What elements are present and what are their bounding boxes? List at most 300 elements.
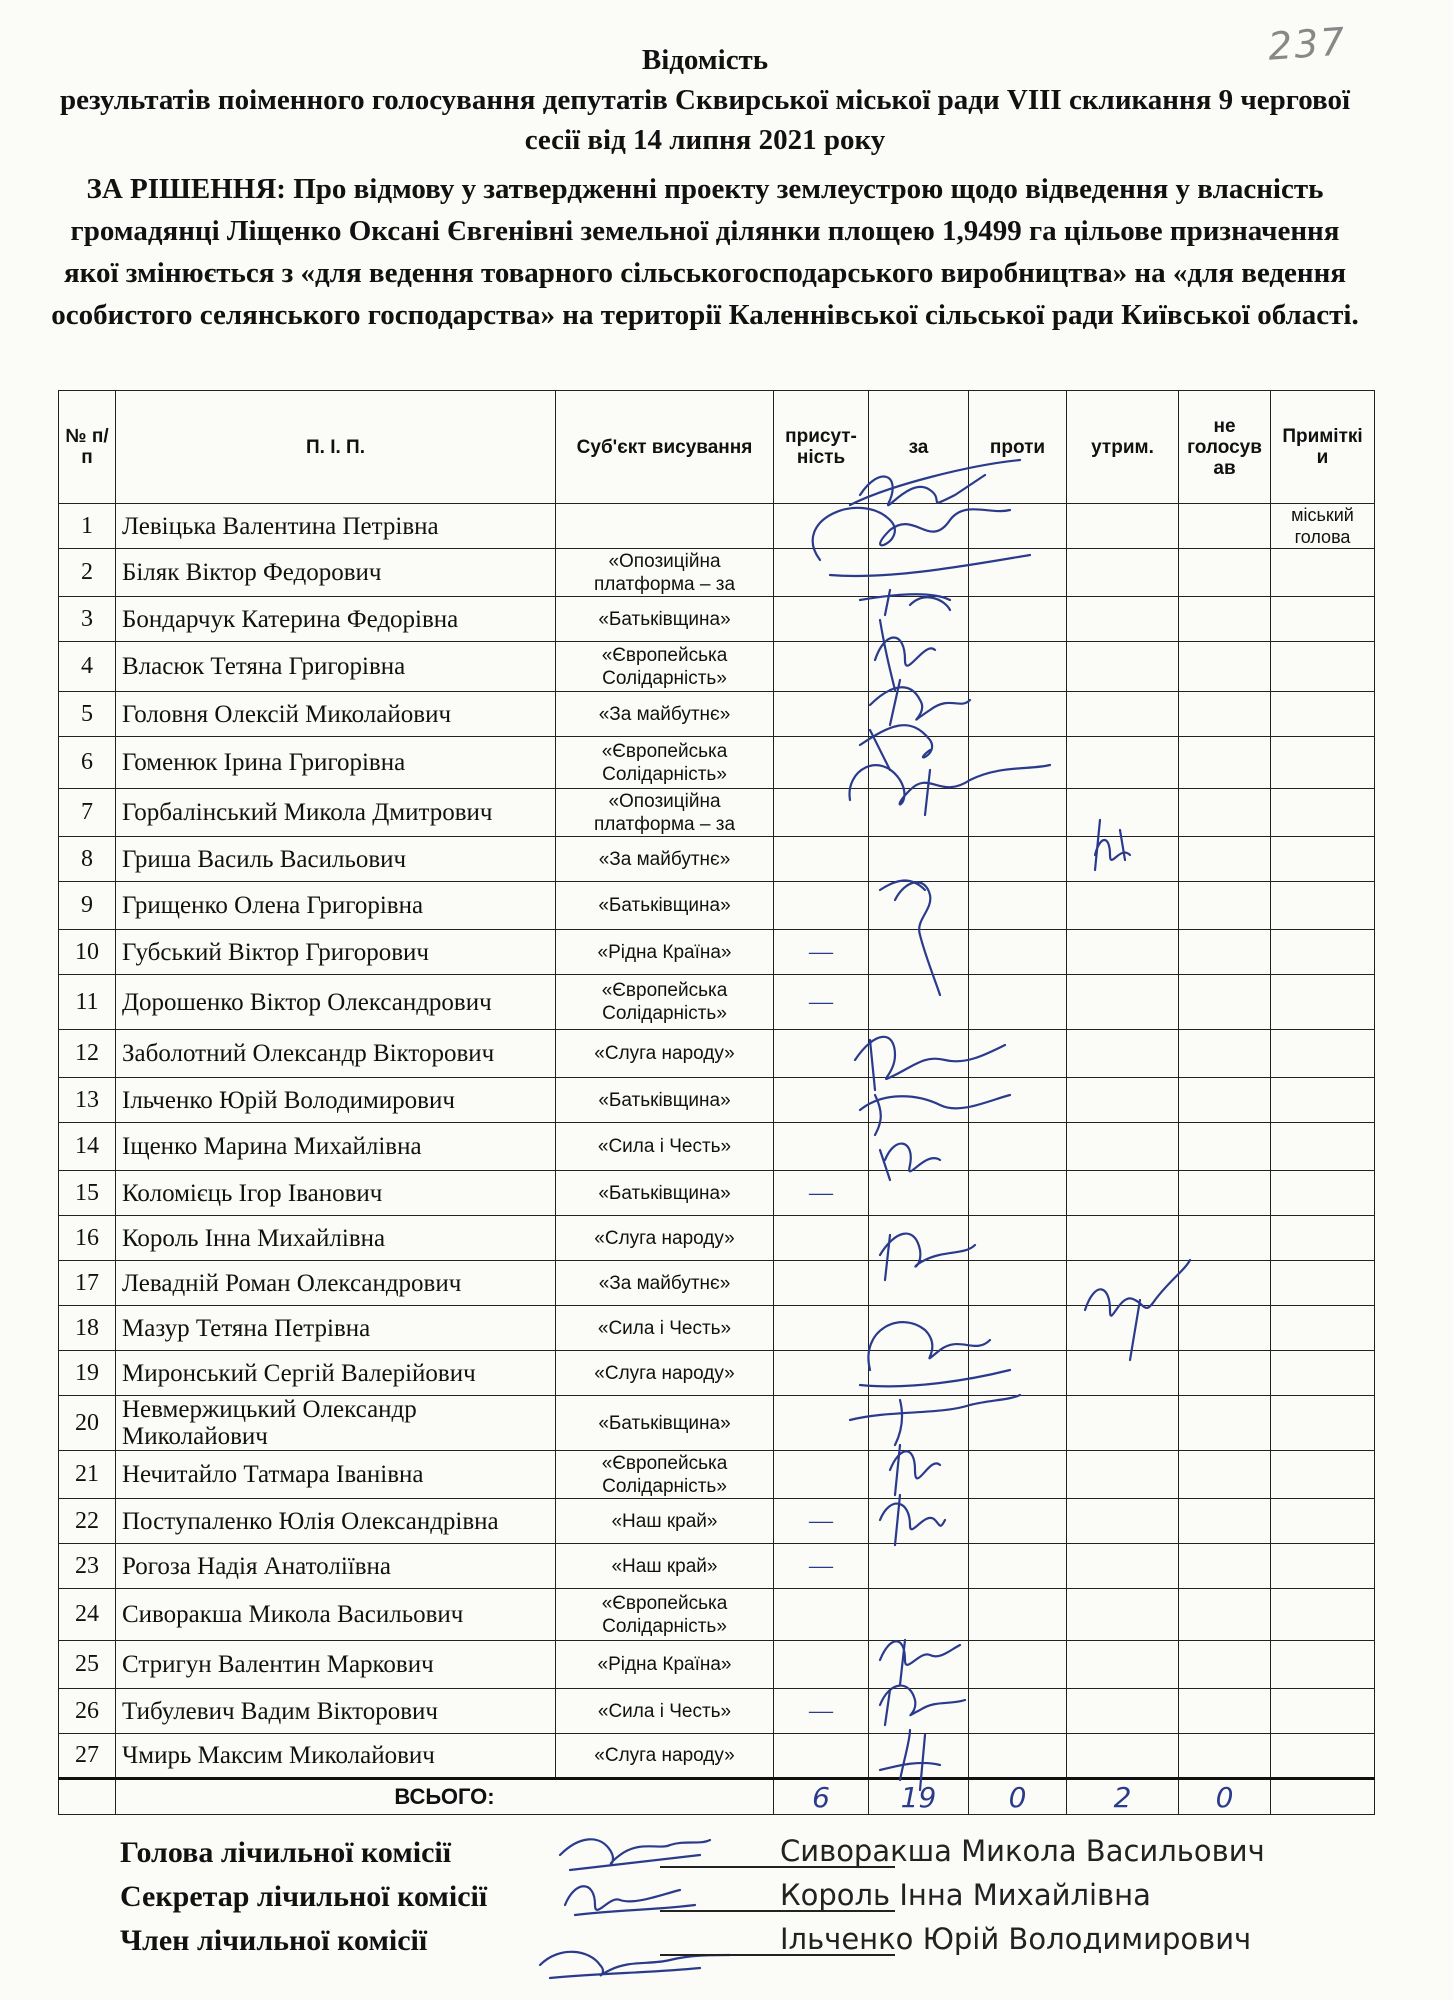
vote-abstain-cell [1067, 1451, 1179, 1499]
not-voted-cell [1179, 930, 1271, 975]
row-num: 8 [59, 837, 116, 882]
presence-mark [774, 837, 869, 882]
vote-abstain-cell [1067, 1734, 1179, 1779]
note-cell [1271, 1544, 1375, 1589]
table-row [59, 1123, 1375, 1171]
vote-against-cell [969, 1499, 1067, 1544]
nominating-party: «Європейська Солідарність» [556, 975, 774, 1030]
nominating-party: «Батьківщина» [556, 1078, 774, 1123]
deputy-name: Іщенко Марина Михайлівна [116, 1123, 556, 1171]
deputy-name: Гриша Василь Васильович [116, 837, 556, 882]
note-cell [1271, 882, 1375, 930]
table-row [59, 1589, 1375, 1641]
nominating-party: «Наш край» [556, 1544, 774, 1589]
vote-against-cell [969, 1451, 1067, 1499]
row-num: 27 [59, 1734, 116, 1779]
nominating-party: «За майбутнє» [556, 837, 774, 882]
row-num: 25 [59, 1641, 116, 1689]
table-row [59, 504, 1375, 549]
vote-abstain-cell [1067, 504, 1179, 549]
row-num: 21 [59, 1451, 116, 1499]
nominating-party: «Батьківщина» [556, 1396, 774, 1451]
nominating-party: «Слуга народу» [556, 1216, 774, 1261]
deputy-name: Грищенко Олена Григорівна [116, 882, 556, 930]
deputy-name: Чмирь Максим Миколайович [116, 1734, 556, 1779]
note-cell [1271, 642, 1375, 692]
deputy-name: Гоменюк Ірина Григорівна [116, 737, 556, 789]
note-cell [1271, 1216, 1375, 1261]
row-num: 26 [59, 1689, 116, 1734]
total-presence: 6 [774, 1779, 869, 1815]
not-voted-cell [1179, 1544, 1271, 1589]
presence-mark [774, 737, 869, 789]
vote-abstain-cell [1067, 1396, 1179, 1451]
row-num: 16 [59, 1216, 116, 1261]
deputy-name: Миронський Сергій Валерійович [116, 1351, 556, 1396]
deputy-name: Бондарчук Катерина Федорівна [116, 597, 556, 642]
nominating-party: «Рідна Країна» [556, 1641, 774, 1689]
vote-abstain-cell [1067, 1078, 1179, 1123]
vote-for-cell [869, 692, 969, 737]
nominating-party: «Європейська Солідарність» [556, 1451, 774, 1499]
vote-abstain-cell [1067, 1261, 1179, 1306]
row-num: 20 [59, 1396, 116, 1451]
vote-against-cell [969, 737, 1067, 789]
note-cell [1271, 1306, 1375, 1351]
vote-for-cell [869, 1589, 969, 1641]
row-num: 13 [59, 1078, 116, 1123]
vote-for-cell [869, 1544, 969, 1589]
not-voted-cell [1179, 504, 1271, 549]
not-voted-cell [1179, 975, 1271, 1030]
not-voted-cell [1179, 1499, 1271, 1544]
row-num: 19 [59, 1351, 116, 1396]
presence-mark [774, 692, 869, 737]
vote-for-cell [869, 1261, 969, 1306]
vote-abstain-cell [1067, 692, 1179, 737]
vote-abstain-cell [1067, 1216, 1179, 1261]
footer-role: Голова лічильної комісії [120, 1836, 452, 1869]
col-not-voted-header: не голосув ав [1179, 391, 1271, 504]
presence-mark [774, 504, 869, 549]
row-num: 18 [59, 1306, 116, 1351]
vote-against-cell [969, 1123, 1067, 1171]
deputy-name: Поступаленко Юлія Олександрівна [116, 1499, 556, 1544]
document-header [40, 40, 1370, 336]
nominating-party: «Європейська Солідарність» [556, 1589, 774, 1641]
vote-abstain-cell [1067, 549, 1179, 597]
col-num-header: № п/п [59, 391, 116, 504]
vote-abstain-cell [1067, 930, 1179, 975]
total-for: 19 [869, 1779, 969, 1815]
row-num: 11 [59, 975, 116, 1030]
note-cell [1271, 1030, 1375, 1078]
vote-against-cell [969, 1689, 1067, 1734]
footer-name: Ільченко Юрій Володимирович [780, 1922, 1252, 1956]
not-voted-cell [1179, 1216, 1271, 1261]
note-cell [1271, 837, 1375, 882]
note-cell [1271, 1641, 1375, 1689]
nominating-party [556, 504, 774, 549]
presence-mark [774, 1396, 869, 1451]
note-cell [1271, 1689, 1375, 1734]
table-row [59, 837, 1375, 882]
presence-mark: — [774, 1544, 869, 1589]
row-num: 1 [59, 504, 116, 549]
nominating-party: «Наш край» [556, 1499, 774, 1544]
vote-for-cell [869, 549, 969, 597]
vote-for-cell [869, 1171, 969, 1216]
presence-mark [774, 1261, 869, 1306]
note-cell: міський голова [1271, 504, 1375, 549]
table-row [59, 1351, 1375, 1396]
note-cell [1271, 1261, 1375, 1306]
not-voted-cell [1179, 1451, 1271, 1499]
nominating-party: «Опозиційна платформа – за [556, 549, 774, 597]
deputy-name: Головня Олексій Миколайович [116, 692, 556, 737]
note-cell [1271, 789, 1375, 837]
presence-mark [774, 642, 869, 692]
presence-mark [774, 1451, 869, 1499]
presence-mark [774, 789, 869, 837]
presence-mark: — [774, 975, 869, 1030]
vote-abstain-cell [1067, 1030, 1179, 1078]
not-voted-cell [1179, 1641, 1271, 1689]
vote-abstain-cell [1067, 642, 1179, 692]
vote-against-cell [969, 1544, 1067, 1589]
decision-text: ЗА РІШЕННЯ: Про відмову у затвердженні проекту землеустрою щодо відведення у власність громадянці Ліщенко Оксані Євгенівні земельної ділянки площею 1,9499 га цільове призначення якої змінюється з «для ведення товарного сільськогосподарського виробництва» на «для ведення особистого селянського господарства» на території Каленнівської сільської ради Київської області. [51, 173, 1359, 331]
total-row [59, 1779, 1375, 1815]
vote-against-cell [969, 1396, 1067, 1451]
vote-for-cell [869, 1123, 969, 1171]
row-num: 15 [59, 1171, 116, 1216]
row-num: 7 [59, 789, 116, 837]
vote-for-cell [869, 837, 969, 882]
vote-against-cell [969, 930, 1067, 975]
vote-against-cell [969, 597, 1067, 642]
not-voted-cell [1179, 1078, 1271, 1123]
vote-abstain-cell [1067, 1499, 1179, 1544]
note-cell [1271, 1171, 1375, 1216]
table-row [59, 1499, 1375, 1544]
table-row [59, 882, 1375, 930]
not-voted-cell [1179, 549, 1271, 597]
nominating-party: «Батьківщина» [556, 882, 774, 930]
table-row [59, 1216, 1375, 1261]
total-notes [1271, 1779, 1375, 1815]
row-num: 4 [59, 642, 116, 692]
vote-abstain-cell [1067, 1589, 1179, 1641]
commission-signatures [120, 1832, 1360, 1964]
col-subject-header: Суб'єкт висування [556, 391, 774, 504]
table-row [59, 549, 1375, 597]
row-num: 10 [59, 930, 116, 975]
vote-for-cell [869, 1306, 969, 1351]
table-row [59, 1306, 1375, 1351]
col-presence-header: присут-ність [774, 391, 869, 504]
deputy-name: Біляк Віктор Федорович [116, 549, 556, 597]
presence-mark [774, 1216, 869, 1261]
note-cell [1271, 930, 1375, 975]
presence-mark [774, 1589, 869, 1641]
not-voted-cell [1179, 1351, 1271, 1396]
not-voted-cell [1179, 1030, 1271, 1078]
nominating-party: «За майбутнє» [556, 1261, 774, 1306]
not-voted-cell [1179, 1123, 1271, 1171]
table-row [59, 692, 1375, 737]
vote-abstain-cell [1067, 1123, 1179, 1171]
deputy-name: Тибулевич Вадим Вікторович [116, 1689, 556, 1734]
vote-against-cell [969, 1641, 1067, 1689]
presence-mark: — [774, 1171, 869, 1216]
not-voted-cell [1179, 837, 1271, 882]
note-cell [1271, 1451, 1375, 1499]
vote-against-cell [969, 1261, 1067, 1306]
deputy-name: Левіцька Валентина Петрівна [116, 504, 556, 549]
row-num: 2 [59, 549, 116, 597]
col-name-header: П. І. П. [116, 391, 556, 504]
row-num: 12 [59, 1030, 116, 1078]
vote-abstain-cell [1067, 597, 1179, 642]
table-row [59, 1544, 1375, 1589]
table-row [59, 789, 1375, 837]
presence-mark [774, 1123, 869, 1171]
vote-against-cell [969, 1216, 1067, 1261]
col-abstain-header: утрим. [1067, 391, 1179, 504]
col-notes-header: Приміткі и [1271, 391, 1375, 504]
deputy-name: Невмержицький Олександр Миколайович [116, 1396, 556, 1451]
not-voted-cell [1179, 737, 1271, 789]
not-voted-cell [1179, 642, 1271, 692]
vote-against-cell [969, 789, 1067, 837]
note-cell [1271, 1499, 1375, 1544]
nominating-party: «Слуга народу» [556, 1351, 774, 1396]
nominating-party: «Слуга народу» [556, 1030, 774, 1078]
table-row [59, 1734, 1375, 1779]
not-voted-cell [1179, 789, 1271, 837]
vote-against-cell [969, 1078, 1067, 1123]
vote-for-cell [869, 642, 969, 692]
vote-for-cell [869, 1499, 969, 1544]
footer-row-chair [120, 1832, 1360, 1876]
table-row [59, 975, 1375, 1030]
presence-mark [774, 1641, 869, 1689]
presence-mark: — [774, 1499, 869, 1544]
vote-abstain-cell [1067, 1641, 1179, 1689]
note-cell [1271, 1078, 1375, 1123]
vote-for-cell [869, 1689, 969, 1734]
deputy-name: Дорошенко Віктор Олександрович [116, 975, 556, 1030]
vote-against-cell [969, 837, 1067, 882]
deputy-name: Губський Віктор Григорович [116, 930, 556, 975]
nominating-party: «Батьківщина» [556, 1171, 774, 1216]
vote-for-cell [869, 1351, 969, 1396]
not-voted-cell [1179, 692, 1271, 737]
vote-against-cell [969, 975, 1067, 1030]
table-row [59, 930, 1375, 975]
row-num: 9 [59, 882, 116, 930]
vote-against-cell [969, 692, 1067, 737]
vote-table-body [59, 504, 1375, 1815]
note-cell [1271, 692, 1375, 737]
not-voted-cell [1179, 882, 1271, 930]
vote-table [58, 390, 1375, 1815]
vote-abstain-cell [1067, 1544, 1179, 1589]
not-voted-cell [1179, 1396, 1271, 1451]
deputy-name: Коломієць Ігор Іванович [116, 1171, 556, 1216]
vote-abstain-cell [1067, 1689, 1179, 1734]
footer-row-member [120, 1920, 1360, 1964]
vote-for-cell [869, 975, 969, 1030]
presence-mark: — [774, 1689, 869, 1734]
deputy-name: Власюк Тетяна Григорівна [116, 642, 556, 692]
vote-against-cell [969, 1171, 1067, 1216]
footer-role: Секретар лічильної комісії [120, 1880, 488, 1913]
nominating-party: «Європейська Солідарність» [556, 737, 774, 789]
note-cell [1271, 1396, 1375, 1451]
vote-abstain-cell [1067, 837, 1179, 882]
page-number: 237 [1266, 19, 1348, 69]
vote-abstain-cell [1067, 882, 1179, 930]
nominating-party: «Сила і Честь» [556, 1689, 774, 1734]
not-voted-cell [1179, 597, 1271, 642]
vote-against-cell [969, 504, 1067, 549]
presence-mark: — [774, 930, 869, 975]
table-row [59, 597, 1375, 642]
vote-abstain-cell [1067, 1171, 1179, 1216]
presence-mark [774, 597, 869, 642]
note-cell [1271, 1734, 1375, 1779]
total-empty [59, 1779, 116, 1815]
not-voted-cell [1179, 1689, 1271, 1734]
row-num: 14 [59, 1123, 116, 1171]
vote-for-cell [869, 597, 969, 642]
nominating-party: «Слуга народу» [556, 1734, 774, 1779]
vote-for-cell [869, 1641, 969, 1689]
table-row [59, 1171, 1375, 1216]
note-cell [1271, 737, 1375, 789]
table-row [59, 1451, 1375, 1499]
vote-for-cell [869, 1030, 969, 1078]
document-subtitle: результатів поіменного голосування депутатів Сквирської міської ради VIII скликання 9 чергової сесії від 14 липня 2021 року [59, 84, 1351, 156]
not-voted-cell [1179, 1306, 1271, 1351]
vote-against-cell [969, 549, 1067, 597]
vote-abstain-cell [1067, 1306, 1179, 1351]
vote-for-cell [869, 504, 969, 549]
note-cell [1271, 597, 1375, 642]
nominating-party: «Європейська Солідарність» [556, 642, 774, 692]
not-voted-cell [1179, 1261, 1271, 1306]
note-cell [1271, 975, 1375, 1030]
row-num: 3 [59, 597, 116, 642]
vote-against-cell [969, 1734, 1067, 1779]
nominating-party: «Батьківщина» [556, 597, 774, 642]
vote-abstain-cell [1067, 789, 1179, 837]
table-row [59, 1689, 1375, 1734]
table-row [59, 737, 1375, 789]
vote-abstain-cell [1067, 1351, 1179, 1396]
vote-for-cell [869, 789, 969, 837]
nominating-party: «Опозиційна платформа – за [556, 789, 774, 837]
note-cell [1271, 1589, 1375, 1641]
row-num: 23 [59, 1544, 116, 1589]
vote-against-cell [969, 1589, 1067, 1641]
vote-against-cell [969, 1030, 1067, 1078]
deputy-name: Мазур Тетяна Петрівна [116, 1306, 556, 1351]
not-voted-cell [1179, 1734, 1271, 1779]
row-num: 24 [59, 1589, 116, 1641]
nominating-party: «Рідна Країна» [556, 930, 774, 975]
vote-for-cell [869, 1078, 969, 1123]
document-title: Відомість [641, 44, 769, 76]
vote-against-cell [969, 882, 1067, 930]
total-against: 0 [969, 1779, 1067, 1815]
deputy-name: Левадній Роман Олександрович [116, 1261, 556, 1306]
vote-against-cell [969, 642, 1067, 692]
footer-row-secretary [120, 1876, 1360, 1920]
presence-mark [774, 549, 869, 597]
footer-role: Член лічильної комісії [120, 1924, 428, 1957]
table-row [59, 1396, 1375, 1451]
vote-for-cell [869, 1396, 969, 1451]
row-num: 17 [59, 1261, 116, 1306]
deputy-name: Стригун Валентин Маркович [116, 1641, 556, 1689]
col-for-header: за [869, 391, 969, 504]
deputy-name: Ільченко Юрій Володимирович [116, 1078, 556, 1123]
presence-mark [774, 1306, 869, 1351]
vote-for-cell [869, 1216, 969, 1261]
footer-name: Король Інна Михайлівна [780, 1878, 1151, 1912]
presence-mark [774, 1030, 869, 1078]
vote-for-cell [869, 737, 969, 789]
nominating-party: «Сила і Честь» [556, 1123, 774, 1171]
table-header-row [59, 391, 1375, 504]
vote-for-cell [869, 882, 969, 930]
table-row [59, 1030, 1375, 1078]
table-row [59, 1078, 1375, 1123]
footer-name: Сиворакша Микола Васильович [780, 1834, 1265, 1868]
total-abstain: 2 [1067, 1779, 1179, 1815]
row-num: 22 [59, 1499, 116, 1544]
note-cell [1271, 1351, 1375, 1396]
presence-mark [774, 1078, 869, 1123]
note-cell [1271, 1123, 1375, 1171]
deputy-name: Сиворакша Микола Васильович [116, 1589, 556, 1641]
deputy-name: Горбалінський Микола Дмитрович [116, 789, 556, 837]
vote-for-cell [869, 1451, 969, 1499]
total-not-voted: 0 [1179, 1779, 1271, 1815]
presence-mark [774, 1351, 869, 1396]
nominating-party: «За майбутнє» [556, 692, 774, 737]
note-cell [1271, 549, 1375, 597]
presence-mark [774, 1734, 869, 1779]
presence-mark [774, 882, 869, 930]
col-against-header: проти [969, 391, 1067, 504]
not-voted-cell [1179, 1589, 1271, 1641]
not-voted-cell [1179, 1171, 1271, 1216]
vote-abstain-cell [1067, 975, 1179, 1030]
vote-abstain-cell [1067, 737, 1179, 789]
row-num: 5 [59, 692, 116, 737]
deputy-name: Нечитайло Татмара Іванівна [116, 1451, 556, 1499]
deputy-name: Король Інна Михайлівна [116, 1216, 556, 1261]
deputy-name: Рогоза Надія Анатоліївна [116, 1544, 556, 1589]
vote-for-cell [869, 1734, 969, 1779]
vote-for-cell [869, 930, 969, 975]
table-row [59, 1261, 1375, 1306]
deputy-name: Заболотний Олександр Вікторович [116, 1030, 556, 1078]
nominating-party: «Сила і Честь» [556, 1306, 774, 1351]
